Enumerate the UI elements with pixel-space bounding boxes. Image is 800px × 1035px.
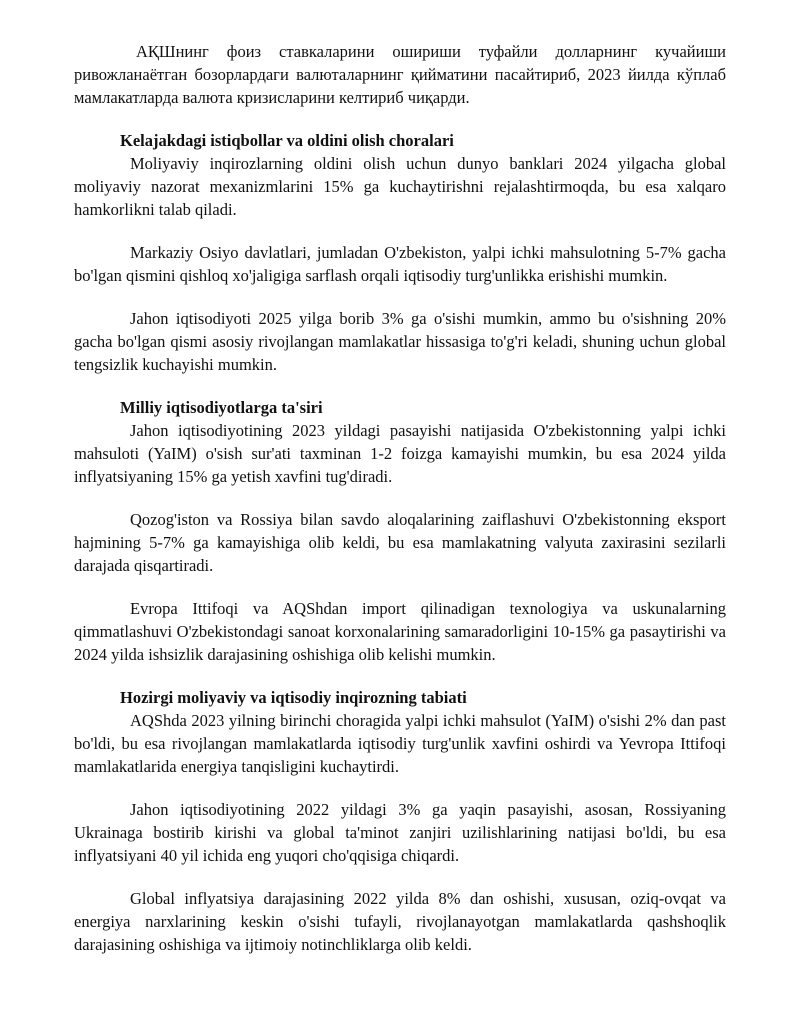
intro-paragraph: АҚШнинг фоиз ставкаларини ошириши туфайли долларнинг кучайиши ривожланаётган бозорлардаги валюталарнинг қийматини пасайтириб, 2023 йилда кўплаб мамлакатларда валюта кризисларини келтириб чиқарди. <box>74 42 726 107</box>
paragraph: Jahon iqtisodiyotining 2022 yildagi 3% ga yaqin pasayishi, asosan, Rossiyaning Ukrainaga bostirib kirishi va global ta'minot zanjiri uzilishlarining natijasi bo'ldi, bu esa inflyatsiyani 40 yil ichida eng yuqori cho'qqisiga chiqardi. <box>74 800 726 865</box>
paragraph: AQShda 2023 yilning birinchi choragida yalpi ichki mahsulot (YaIM) o'sishi 2% dan past bo'ldi, bu esa rivojlangan mamlakatlarda iqtisodiy turg'unlik xavfini oshirdi va Yevropa Ittifoqi mamlakatlarida energiya tanqisligini kuchaytirdi. <box>74 711 726 776</box>
paragraph: Moliyaviy inqirozlarning oldini olish uchun dunyo banklari 2024 yilgacha global moliyaviy nazorat mexanizmlarini 15% ga kuchaytirishni rejalashtirmoqda, bu esa xalqaro hamkorlikni talab qiladi. <box>74 154 726 219</box>
document-page <box>74 40 726 976</box>
section-heading: Milliy iqtisodiyotlarga ta'siri <box>120 398 323 417</box>
paragraph: Global inflyatsiya darajasining 2022 yilda 8% dan oshishi, xususan, oziq-ovqat va energiya narxlarining keskin o'sishi tufayli, rivojlanayotgan mamlakatlarda qashshoqlik darajasining oshishiga va ijtimoiy notinchliklarga olib keldi. <box>74 889 726 954</box>
paragraph: Jahon iqtisodiyoti 2025 yilga borib 3% ga o'sishi mumkin, ammo bu o'sishning 20% gacha bo'lgan qismi asosiy rivojlangan mamlakatlar hissasiga to'g'ri keladi, shuning uchun global tengsizlik kuchayishi mumkin. <box>74 309 726 374</box>
paragraph: Evropa Ittifoqi va AQShdan import qilinadigan texnologiya va uskunalarning qimmatlashuvi O'zbekistondagi sanoat korxonalarining samaradorligini 10-15% ga pasaytirishi va 2024 yilda ishsizlik darajasining oshishiga olib kelishi mumkin. <box>74 599 726 664</box>
paragraph: Qozog'iston va Rossiya bilan savdo aloqalarining zaiflashuvi O'zbekistonning eksport hajmining 5-7% ga kamayishiga olib keldi, bu esa mamlakatning valyuta zaxirasini sezilarli darajada qisqartiradi. <box>74 510 726 575</box>
section-crisis-nature <box>74 686 726 956</box>
section-heading: Kelajakdagi istiqbollar va oldini olish choralari <box>120 131 454 150</box>
section-heading: Hozirgi moliyaviy va iqtisodiy inqirozning tabiati <box>120 688 467 707</box>
paragraph: Markaziy Osiyo davlatlari, jumladan O'zbekiston, yalpi ichki mahsulotning 5-7% gacha bo'lgan qismini qishloq xo'jaligiga sarflash orqali iqtisodiy turg'unlikka erishishi mumkin. <box>74 243 726 285</box>
paragraph: Jahon iqtisodiyotining 2023 yildagi pasayishi natijasida O'zbekistonning yalpi ichki mahsuloti (YaIM) o'sish sur'ati taxminan 1-2 foizga kamayishi mumkin, bu esa 2024 yilda inflyatsiyaning 15% ga yetish xavfini tug'diradi. <box>74 421 726 486</box>
section-future-prospects <box>74 129 726 376</box>
section-national-economies <box>74 396 726 666</box>
